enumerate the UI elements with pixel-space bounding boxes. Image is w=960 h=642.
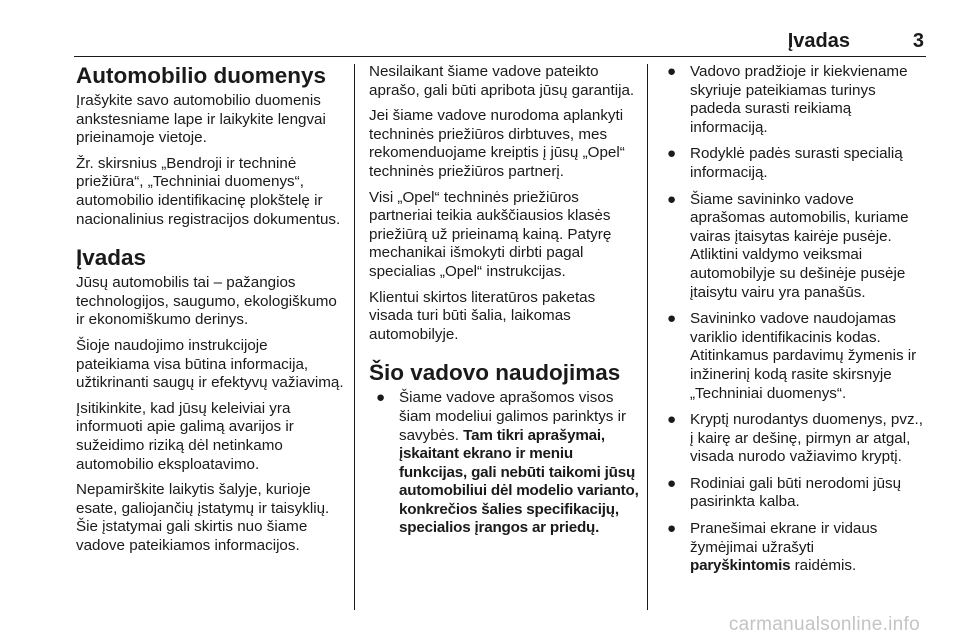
column-2 [369, 63, 641, 546]
bullet-icon: ● [667, 411, 677, 429]
list-item [660, 63, 928, 137]
heading-car-data: Automobilio duomenys [76, 63, 326, 88]
list-item-text: Rodyklė padės surasti specialią informaciją. [690, 145, 903, 181]
column-divider-1 [354, 64, 355, 610]
paragraph: Nepamirškite laikytis šalyje, kurioje esate, galiojančių įstatymų ir taisyklių. Šie įstatymai gali skirtis nuo šiame vadove pateikiamos informacijos. [76, 481, 330, 554]
paragraph: Žr. skirsnius „Bendroji ir techninė priežiūra“, „Techniniai duomenys“, automobilio identifikacinę plokštelę ir nacionalinius registracijos dokumentus. [76, 154, 341, 228]
bullet-icon: ● [667, 520, 677, 538]
bullet-icon: ● [667, 474, 677, 492]
list-item-bold-text: Tam tikri aprašymai, įskaitant ekrano ir meniu funkcijas, gali nebūti taikomi jūsų automobiliui dėl modelio varianto, konkrečios šalies specifikacijų, specialios įrangos ar priedų. [399, 426, 639, 537]
bullet-icon: ● [667, 190, 677, 208]
bullet-icon: ● [667, 63, 677, 80]
list-item [660, 310, 928, 403]
list-item-text: Vadovo pradžioje ir kiekviename skyriuje pateikiamas turinys padeda surasti reikiamą informaciją. [690, 63, 908, 136]
list-item-text: Šiame vadove aprašomos visos šiam modeliui galimos parinktys ir savybės. [399, 389, 627, 444]
list-item-text: Savininko vadove naudojamas variklio identifikacinis kodas. Atitinkamus pardavimų žymenis ir inžinerinį kodą rasite skirsnyje „Techniniai duomenys“. [690, 310, 917, 402]
list-item-bold-text: paryškintomis [690, 557, 791, 575]
paragraph: Įsitikinkite, kad jūsų keleiviai yra informuoti apie galimą avarijos ir sužeidimo riziką dėl netinkamo automobilio eksploatavimo. [76, 399, 294, 473]
column-1 [76, 63, 344, 562]
heading-introduction: Įvadas [76, 245, 147, 271]
list-item [369, 389, 641, 538]
header-rule [74, 56, 926, 57]
paragraph: Visi „Opel“ techninės priežiūros partneriai teikia aukščiausios klasės priežiūrą už prieinamą kainą. Patyrę mechanikai išmokyti dirbti pagal specialias „Opel“ instrukcijas. [369, 188, 612, 280]
column-divider-2 [647, 64, 648, 610]
paragraph: Šioje naudojimo instrukcijoje pateikiama visa būtina informacija, užtikrinanti saugų ir efektyvų važiavimą. [76, 336, 344, 392]
list-item [660, 475, 928, 512]
bullet-icon: ● [667, 310, 677, 328]
paragraph: Įrašykite savo automobilio duomenis ankstesniame lape ir laikykite lengvai prieinamoje vietoje. [76, 92, 326, 147]
list-item-text: Šiame savininko vadove aprašomas automobilis, kuriame vairas įtaisytas kairėje pusėje. Atliktini valdymo veiksmai automobilyje su dešinėje pusėje įtaisytu vairu yra panašūs. [690, 190, 909, 301]
bullet-icon: ● [667, 145, 677, 163]
page-number: 3 [912, 30, 924, 52]
paragraph: Nesilaikant šiame vadove pateikto aprašo, gali būti apribota jūsų garantija. [369, 63, 635, 99]
list-item [660, 191, 928, 303]
list-item-text: Pranešimai ekrane ir vidaus žymėjimai užrašyti [690, 520, 878, 556]
paragraph: Jei šiame vadove nurodoma aplankyti techninės priežiūros dirbtuves, mes rekomenduojame kreiptis į jūsų „Opel“ techninės priežiūros partnerį. [369, 107, 625, 180]
paragraph: Klientui skirtos literatūros paketas visada turi būti šalia, laikomas automobilyje. [369, 288, 596, 343]
paragraph: Jūsų automobilis tai – pažangios technologijos, saugumo, ekologiškumo ir ekonomiškumo derinys. [76, 274, 337, 329]
running-header-title: Įvadas [787, 30, 850, 52]
column-3 [660, 63, 928, 584]
list-item-text: raidėmis. [794, 557, 857, 575]
watermark: carmanualsonline.info [728, 614, 920, 635]
list-item-text: Rodiniai gali būti nerodomi jūsų pasirinkta kalba. [690, 474, 902, 511]
heading-manual-usage: Šio vadovo naudojimas [369, 360, 621, 386]
bullet-icon: ● [376, 389, 386, 407]
list-item [660, 145, 928, 182]
bullet-list [369, 389, 641, 538]
bullet-list [660, 63, 928, 576]
list-item [660, 411, 928, 467]
list-item [660, 520, 928, 576]
list-item-text: Kryptį nurodantys duomenys, pvz., į kairę ar dešinę, pirmyn ar atgal, visada nurodo važiavimo kryptį. [690, 411, 923, 466]
